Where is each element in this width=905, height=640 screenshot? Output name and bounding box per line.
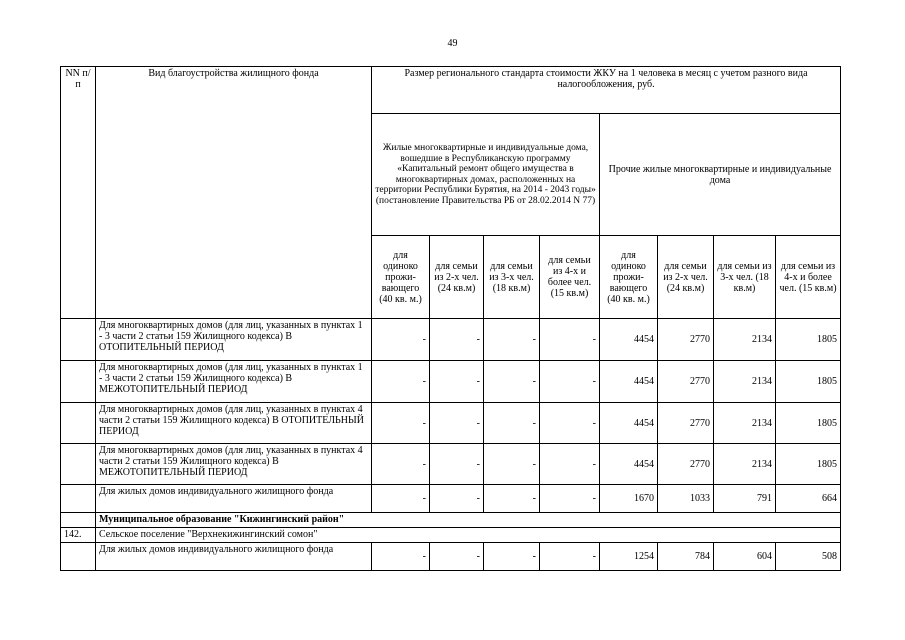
- value-cell: 1670: [600, 485, 658, 513]
- section-title: Муниципальное образование "Кижингинский район": [96, 513, 841, 528]
- row-label: Для многоквартирных домов (для лиц, указанных в пунктах 1 - 3 части 2 статьи 159 Жилищного кодекса) В ОТОПИТЕЛЬНЫЙ ПЕРИОД: [96, 319, 372, 361]
- value-cell: 1805: [776, 403, 841, 444]
- header-nn: NN п/п: [61, 67, 96, 319]
- subheader-b-4: для семьи из 4-х и более чел. (15 кв.м): [776, 236, 841, 319]
- value-cell: 1805: [776, 444, 841, 485]
- table-row: [61, 485, 841, 513]
- row-label: Для многоквартирных домов (для лиц, указанных в пунктах 4 части 2 статьи 159 Жилищного кодекса) В ОТОПИТЕЛЬНЫЙ ПЕРИОД: [96, 403, 372, 444]
- page-number: 49: [447, 38, 458, 49]
- table-row: [61, 543, 841, 571]
- value-cell: 2134: [714, 361, 776, 403]
- subheader-b-1: для одиноко прожи-вающего (40 кв. м.): [600, 236, 658, 319]
- header-size: Размер регионального стандарта стоимости ЖКУ на 1 человека в месяц с учетом разного вида налогообложения, руб.: [372, 67, 841, 114]
- value-cell: 604: [714, 543, 776, 571]
- value-cell: 1805: [776, 319, 841, 361]
- value-cell: -: [484, 319, 540, 361]
- value-cell: -: [430, 444, 484, 485]
- value-cell: -: [430, 319, 484, 361]
- value-cell: -: [372, 319, 430, 361]
- value-cell: -: [372, 543, 430, 571]
- value-cell: 791: [714, 485, 776, 513]
- value-cell: 2134: [714, 319, 776, 361]
- subheader-b-2: для семьи из 2-х чел. (24 кв.м): [658, 236, 714, 319]
- value-cell: -: [484, 485, 540, 513]
- value-cell: -: [372, 485, 430, 513]
- row-number: [61, 543, 96, 571]
- row-label: Для жилых домов индивидуального жилищного фонда: [96, 543, 372, 571]
- value-cell: 2134: [714, 403, 776, 444]
- row-label: Для многоквартирных домов (для лиц, указанных в пунктах 4 части 2 статьи 159 Жилищного кодекса) В МЕЖОТОПИТЕЛЬНЫЙ ПЕРИОД: [96, 444, 372, 485]
- value-cell: 1033: [658, 485, 714, 513]
- row-number: [61, 485, 96, 513]
- value-cell: 2134: [714, 444, 776, 485]
- standard-cost-table: [60, 66, 841, 571]
- subheader-b-3: для семьи из 3-х чел. (18 кв.м): [714, 236, 776, 319]
- subheader-a-2: для семьи из 2-х чел. (24 кв.м): [430, 236, 484, 319]
- value-cell: 4454: [600, 403, 658, 444]
- value-cell: -: [484, 444, 540, 485]
- row-number: [61, 444, 96, 485]
- subheader-a-1: для одиноко прожи-вающего (40 кв. м.): [372, 236, 430, 319]
- row-number: [61, 403, 96, 444]
- table-row: [61, 444, 841, 485]
- value-cell: 508: [776, 543, 841, 571]
- header-group-capital-repair: Жилые многоквартирные и индивидуальные дома, вошедшие в Республиканскую программу «Капитальный ремонт общего имущества в многоквартирных домах, расположенных на территории Республики Бурятия, на 2014 - 2043 годы» (постановление Правительства РБ от 28.02.2014 N 77): [372, 114, 600, 236]
- row-number: [61, 319, 96, 361]
- value-cell: -: [430, 485, 484, 513]
- value-cell: -: [430, 543, 484, 571]
- subheader-a-3: для семьи из 3-х чел. (18 кв.м): [484, 236, 540, 319]
- value-cell: -: [484, 403, 540, 444]
- value-cell: 4454: [600, 319, 658, 361]
- value-cell: 4454: [600, 361, 658, 403]
- value-cell: 4454: [600, 444, 658, 485]
- table-row: [61, 403, 841, 444]
- table-row: [61, 361, 841, 403]
- row-number: [61, 513, 96, 528]
- value-cell: -: [372, 444, 430, 485]
- value-cell: -: [540, 444, 600, 485]
- row-label: Для многоквартирных домов (для лиц, указанных в пунктах 1 - 3 части 2 статьи 159 Жилищного кодекса) В МЕЖОТОПИТЕЛЬНЫЙ ПЕРИОД: [96, 361, 372, 403]
- value-cell: 2770: [658, 319, 714, 361]
- value-cell: 664: [776, 485, 841, 513]
- value-cell: -: [484, 361, 540, 403]
- value-cell: -: [484, 543, 540, 571]
- row-number: 142.: [61, 528, 96, 543]
- settlement-name: Сельское поселение "Верхнекижингинский сомон": [96, 528, 841, 543]
- header-type: Вид благоустройства жилищного фонда: [96, 67, 372, 319]
- value-cell: -: [540, 403, 600, 444]
- value-cell: 784: [658, 543, 714, 571]
- settlement-row: [61, 528, 841, 543]
- value-cell: 2770: [658, 403, 714, 444]
- subheader-a-4: для семьи из 4-х и более чел. (15 кв.м): [540, 236, 600, 319]
- value-cell: -: [540, 485, 600, 513]
- value-cell: -: [540, 319, 600, 361]
- value-cell: -: [540, 361, 600, 403]
- value-cell: 1805: [776, 361, 841, 403]
- row-label: Для жилых домов индивидуального жилищного фонда: [96, 485, 372, 513]
- table-row: [61, 319, 841, 361]
- value-cell: 2770: [658, 444, 714, 485]
- value-cell: 1254: [600, 543, 658, 571]
- value-cell: -: [540, 543, 600, 571]
- value-cell: 2770: [658, 361, 714, 403]
- row-number: [61, 361, 96, 403]
- section-row: [61, 513, 841, 528]
- value-cell: -: [430, 403, 484, 444]
- value-cell: -: [372, 361, 430, 403]
- value-cell: -: [430, 361, 484, 403]
- header-group-other: Прочие жилые многоквартирные и индивидуальные дома: [600, 114, 841, 236]
- value-cell: -: [372, 403, 430, 444]
